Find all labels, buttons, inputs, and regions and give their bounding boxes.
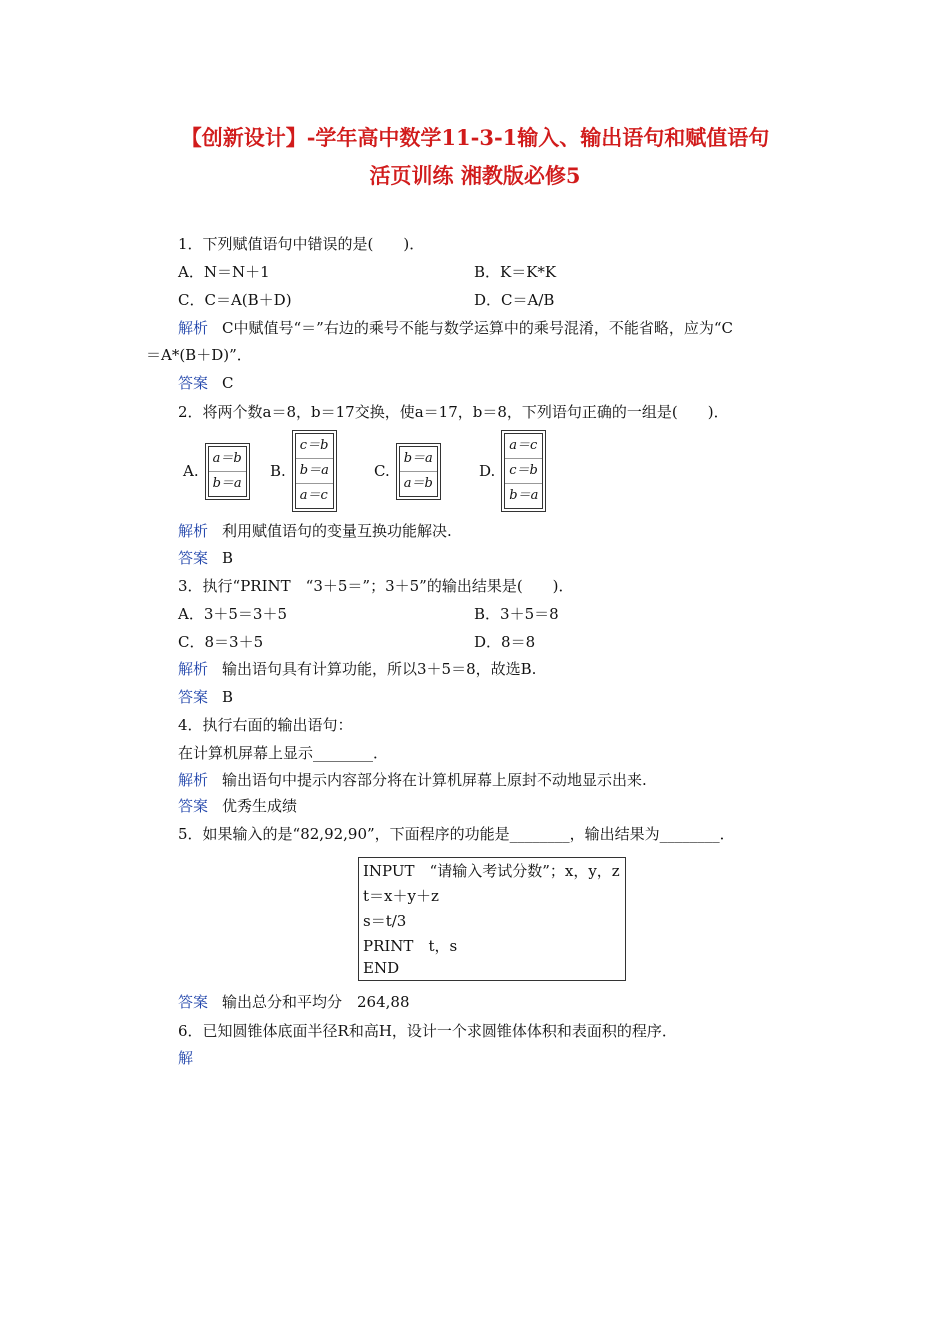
q5-code-line-5: END <box>363 959 400 977</box>
q2-option-b-label: B. <box>270 462 286 480</box>
q2-option-c-label: C. <box>374 462 390 480</box>
q2-analysis <box>178 521 452 541</box>
q2-option-c <box>374 430 441 512</box>
q3-analysis <box>178 659 536 679</box>
answer-label: 答案 <box>178 549 209 567</box>
answer-label: 答案 <box>178 688 209 706</box>
q2-option-b <box>270 430 337 512</box>
q2-option-a-box <box>205 443 250 500</box>
q5-code-line-2: t＝x＋y＋z <box>363 887 439 905</box>
q2-b-line-2: b＝a <box>296 458 333 483</box>
q5-code-line-3: s＝t/3 <box>363 912 407 930</box>
q2-a-line-1: a＝b <box>212 450 242 466</box>
q3-answer-text: B <box>222 688 234 706</box>
q1-option-a: A．N＝N＋1 <box>178 263 270 281</box>
q2-option-a-label: A. <box>183 462 199 480</box>
q4-stem: 4．执行右面的输出语句： <box>178 716 353 734</box>
q4-analysis <box>178 770 647 790</box>
q2-a-line-2: b＝a <box>209 471 246 496</box>
q5-code-line-4: PRINT t，s <box>363 937 458 955</box>
q2-answer <box>178 548 233 568</box>
q3-option-b: B．3＋5＝8 <box>474 605 559 623</box>
q1-analysis-text: C中赋值号“＝”右边的乘号不能与数学运算中的乘号混淆，不能省略，应为“C <box>222 319 733 337</box>
q6-solution <box>178 1048 207 1068</box>
q2-option-c-box <box>396 443 441 500</box>
q3-analysis-text: 输出语句具有计算功能，所以3＋5＝8，故选B. <box>222 660 537 678</box>
answer-label: 答案 <box>178 797 209 815</box>
q2-options <box>178 430 578 512</box>
q1-stem: 1．下列赋值语句中错误的是( )． <box>178 235 425 253</box>
q4-analysis-text: 输出语句中提示内容部分将在计算机屏幕上原封不动地显示出来. <box>222 771 647 789</box>
q2-d-line-1: a＝c <box>509 438 538 453</box>
title-line-1: 【创新设计】-学年高中数学11-3-1输入、输出语句和赋值语句 <box>180 125 770 150</box>
q2-analysis-text: 利用赋值语句的变量互换功能解决. <box>222 522 452 540</box>
q1-option-c: C．C＝A(B＋D) <box>178 291 292 309</box>
q2-stem: 2．将两个数a＝8，b＝17交换，使a＝17，b＝8，下列语句正确的一组是( )． <box>178 403 729 421</box>
q2-option-a <box>183 430 250 512</box>
solution-label: 解 <box>178 1049 194 1067</box>
q5-code-box <box>358 857 626 981</box>
q1-analysis-cont: ＝A*(B＋D)”． <box>146 346 252 364</box>
q2-d-line-3: b＝a <box>505 483 542 508</box>
answer-label: 答案 <box>178 993 209 1011</box>
q4-answer <box>178 796 297 816</box>
q5-answer-text: 输出总分和平均分 264,88 <box>222 993 410 1011</box>
q3-option-d: D．8＝8 <box>474 633 536 651</box>
q1-option-d: D．C＝A/B <box>474 291 555 309</box>
q2-c-line-1: b＝a <box>403 450 433 466</box>
answer-label: 答案 <box>178 374 209 392</box>
analysis-label: 解析 <box>178 522 209 540</box>
analysis-label: 解析 <box>178 771 209 789</box>
q2-b-line-3: a＝c <box>296 483 333 508</box>
analysis-label: 解析 <box>178 660 209 678</box>
q5-stem: 5．如果输入的是“82,92,90”，下面程序的功能是________，输出结果为________． <box>178 825 735 843</box>
q2-option-b-box <box>292 430 337 512</box>
q4-answer-text: 优秀生成绩 <box>222 797 298 815</box>
q3-answer <box>178 687 233 707</box>
q3-stem: 3．执行“PRINT “3＋5＝”；3＋5”的输出结果是( )． <box>178 577 574 595</box>
q4-line-2: 在计算机屏幕上显示________． <box>178 744 389 762</box>
q1-option-b: B．K＝K*K <box>474 263 557 281</box>
q2-option-d <box>479 430 546 512</box>
q6-stem: 6．已知圆锥体底面半径R和高H，设计一个求圆锥体体积和表面积的程序． <box>178 1022 677 1040</box>
q5-answer <box>178 992 410 1012</box>
q1-answer-text: C <box>222 374 234 392</box>
q3-option-a: A．3＋5＝3＋5 <box>178 605 288 623</box>
title-line-2: 活页训练 湘教版必修5 <box>369 163 581 188</box>
q3-option-c: C．8＝3＋5 <box>178 633 264 651</box>
q2-answer-text: B <box>222 549 234 567</box>
q5-code-line-1: INPUT “请输入考试分数”；x，y，z <box>363 862 620 880</box>
q2-option-d-box <box>501 430 546 512</box>
q2-b-line-1: c＝b <box>299 438 329 453</box>
q2-option-d-label: D. <box>479 462 496 480</box>
q2-c-line-2: a＝b <box>400 471 437 496</box>
analysis-label: 解析 <box>178 319 209 337</box>
q2-d-line-2: c＝b <box>505 458 542 483</box>
q1-answer <box>178 373 234 393</box>
q1-analysis <box>178 318 733 338</box>
